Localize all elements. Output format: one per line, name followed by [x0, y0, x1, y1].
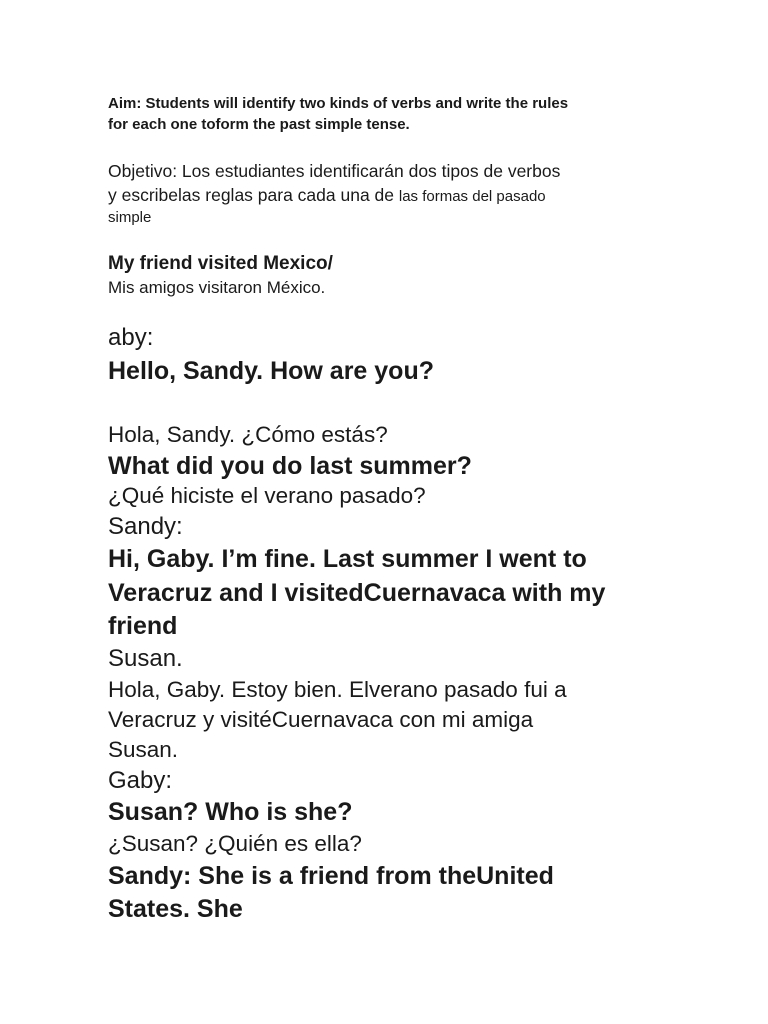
- section-subtitle: Mis amigos visitaron México.: [108, 278, 326, 297]
- speaker-aby: aby:: [108, 324, 154, 351]
- speaker-gaby: Gaby:: [108, 767, 173, 794]
- aim-line-2: for each one toform the past simple tense.: [108, 116, 410, 133]
- speaker-susan: Susan.: [108, 645, 183, 672]
- spanish-hola: Hola, Sandy. ¿Cómo estás?: [108, 422, 388, 447]
- english-sandy-line-2: States. She: [108, 895, 243, 923]
- english-hello: Hello, Sandy. How are you?: [108, 357, 434, 385]
- english-who: Susan? Who is she?: [108, 798, 353, 826]
- english-reply-line-1: Hi, Gaby. I’m fine. Last summer I went to: [108, 545, 587, 573]
- objective-line-2-small: las formas del pasado: [398, 188, 546, 205]
- objective-line-2-main: y escribelas reglas para cada una de: [108, 185, 399, 205]
- spanish-verano: ¿Qué hiciste el verano pasado?: [108, 483, 426, 508]
- speaker-sandy: Sandy:: [108, 513, 183, 540]
- english-reply-line-3: friend: [108, 612, 178, 640]
- spanish-reply-line-2: Veracruz y visitéCuernavaca con mi amiga: [108, 707, 534, 732]
- objective-line-1: Objetivo: Los estudiantes identificarán dos tipos de verbos: [108, 161, 561, 181]
- english-sandy-line-1: Sandy: She is a friend from theUnited: [108, 862, 554, 890]
- spanish-reply-line-3: Susan.: [108, 737, 179, 762]
- section-title: My friend visited Mexico/: [108, 253, 333, 274]
- english-reply-line-2: Veracruz and I visitedCuernavaca with my: [108, 579, 606, 607]
- spanish-reply-line-1: Hola, Gaby. Estoy bien. Elverano pasado fui a: [108, 677, 567, 702]
- objective-line-2: [108, 184, 546, 208]
- spanish-who: ¿Susan? ¿Quién es ella?: [108, 831, 362, 856]
- english-summer: What did you do last summer?: [108, 452, 472, 480]
- aim-line-1: Aim: Students will identify two kinds of verbs and write the rules: [108, 95, 569, 112]
- objective-line-3: simple: [108, 209, 152, 226]
